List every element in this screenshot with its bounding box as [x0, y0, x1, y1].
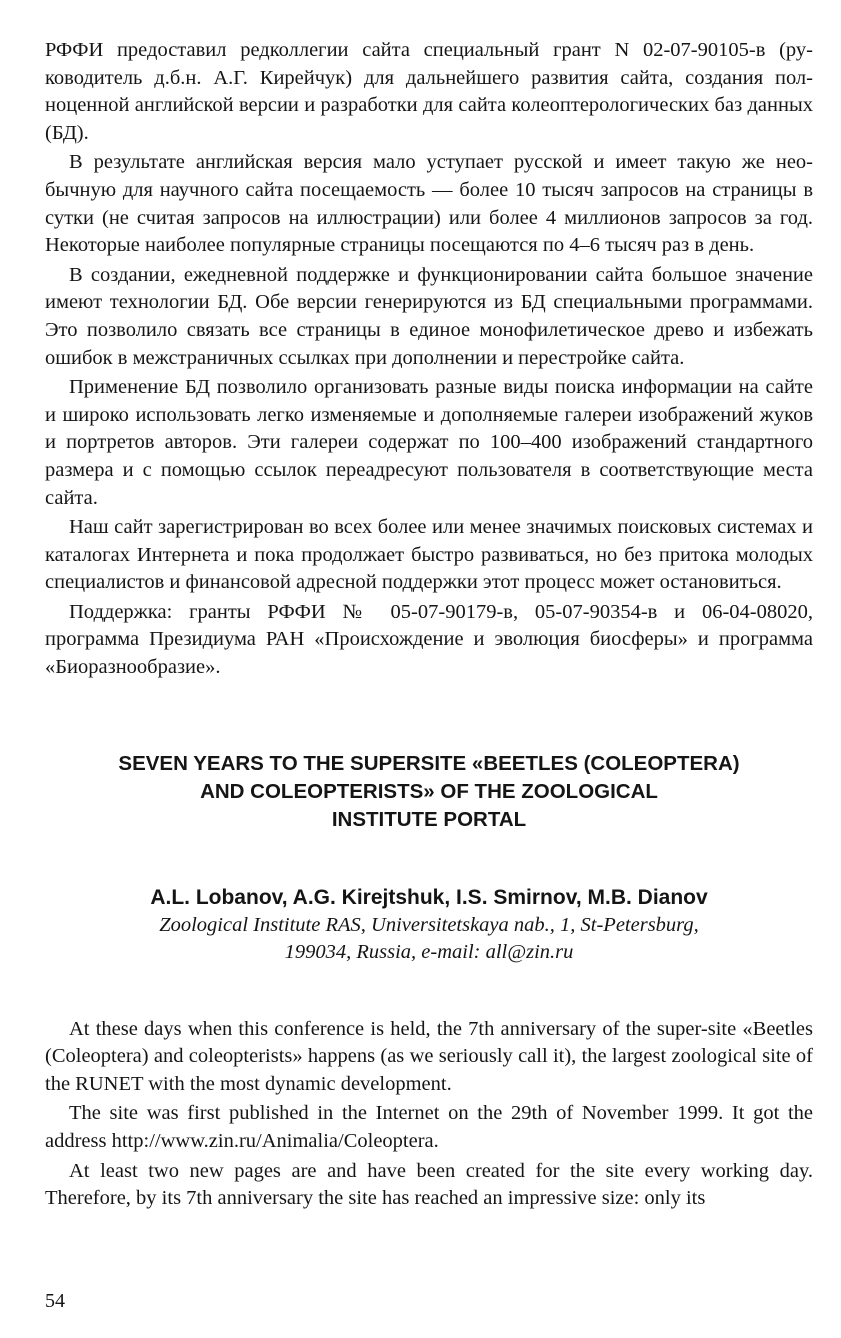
page-content — [45, 37, 813, 1213]
ru-paragraph-grant: РФФИ предоставил редколлегии сайта специальный грант N 02-07-90105-в (руководитель д.б.н. А.Г. Кирейчук) для дальнейшего развития сайта, создания полноценной английской версии и разработки для сайта колеоптерологических баз данных (БД). — [45, 39, 813, 144]
title-line-1: SEVEN YEARS TO THE SUPERSITE «BEETLES (COLEOPTERA) — [118, 751, 740, 775]
affiliation-line-1: Zoological Institute RAS, Universitetskaya nab., 1, St-Petersburg, — [159, 913, 699, 936]
ru-paragraph-registration: Наш сайт зарегистрирован во всех более или менее значимых поисковых системах и каталогах Интернета и пока продолжает быстро развиваться, но без притока молодых специалистов и финансовой адресной поддержки этот процесс может остановиться. — [45, 516, 813, 594]
title-line-2: AND COLEOPTERISTS» OF THE ZOOLOGICAL — [200, 779, 658, 803]
title-line-3: INSTITUTE PORTAL — [331, 807, 527, 831]
en-paragraph-new-pages: At least two new pages are and have been created for the site every working day. Therefore, by its 7th anniversary the site has reached an impressive size: only its — [45, 1159, 813, 1210]
affiliation-line-2: 199034, Russia, e-mail: all@zin.ru — [284, 940, 574, 963]
ru-paragraph-search-galleries: Применение БД позволило организовать разные виды поиска информации на сайте и широко использовать легко изменяемые и дополняемые галереи изображений жуков и портретов авторов. Эти галереи содержат по 100–400 изображений стандартного размера и с помощью ссылок переадресуют пользователя в соответствующие места сайта. — [45, 376, 813, 509]
page-number: 54 — [45, 1290, 65, 1312]
ru-paragraph-database-technology: В создании, ежедневной поддержке и функционировании сайта большое значение имеют технологии БД. Обе версии генерируются из БД специальными программами. Это позволило связать все страницы в единое монофилетическое древо и избежать ошибок в межстраничных ссылках при дополнении и перестройке сайта. — [45, 263, 813, 369]
ru-paragraph-support: Поддержка: гранты РФФИ № 05-07-90179-в, 05-07-90354-в и 06-04-08020, программа Президиума РАН «Происхождение и эволюция биосферы» и программа «Биоразнообразие». — [45, 600, 813, 679]
english-abstract — [45, 1016, 813, 1213]
en-paragraph-anniversary: At these days when this conference is held, the 7th anniversary of the super-site «Beetles (Coleoptera) and coleopterists» happens (as we seriously call it), the largest zoological site of the RUNET with the most dynamic development. — [45, 1017, 813, 1095]
article-title — [45, 750, 813, 834]
ru-paragraph-english-version: В результате английская версия мало уступает русской и имеет такую же необычную для научного сайта посещаемость — более 10 тысяч запросов на страницы в сутки (не считая запросов на иллюстрации) или более 4 миллионов запросов за год. Некоторые наиболее популярные страницы посещаются по 4–6 тысяч раз в день. — [45, 151, 813, 257]
article-affiliation — [45, 912, 813, 966]
article-authors: A.L. Lobanov, A.G. Kirejtshuk, I.S. Smirnov, M.B. Dianov — [150, 885, 708, 909]
en-paragraph-first-published: The site was first published in the Internet on the 29th of November 1999. It got the address http://www.zin.ru/Animalia/Coleoptera. — [45, 1102, 813, 1153]
